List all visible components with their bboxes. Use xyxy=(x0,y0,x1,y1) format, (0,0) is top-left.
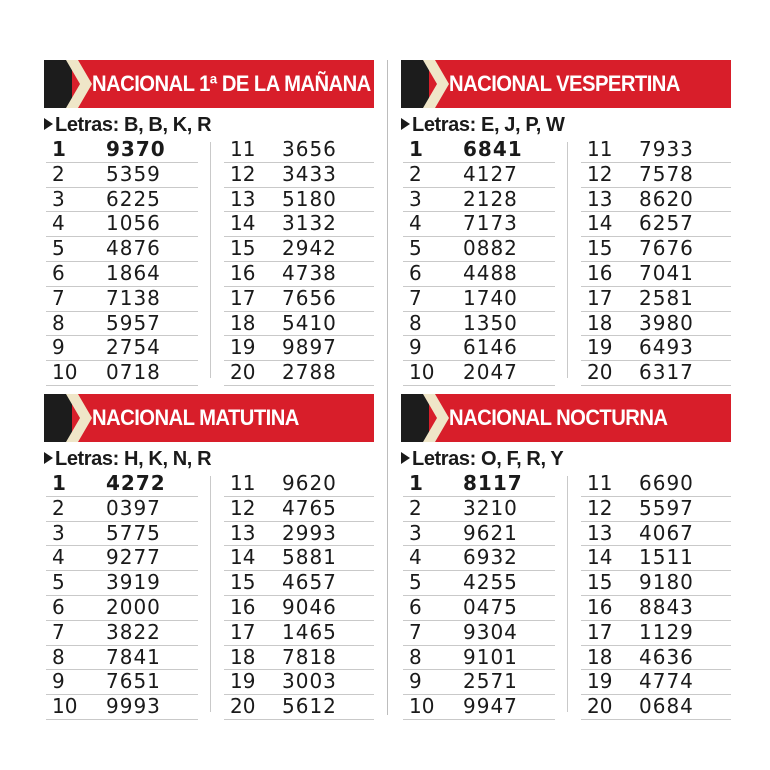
position-number: 14 xyxy=(230,211,256,236)
result-row xyxy=(46,336,198,361)
position-number: 18 xyxy=(587,644,613,669)
position-number: 12 xyxy=(230,495,256,520)
winning-number: 2128 xyxy=(463,186,518,211)
position-number: 15 xyxy=(230,236,256,261)
winning-number: 5180 xyxy=(282,186,337,211)
winning-number: 8620 xyxy=(639,186,694,211)
position-number: 16 xyxy=(230,594,256,619)
position-number: 6 xyxy=(409,260,422,285)
position-number: 7 xyxy=(52,619,65,644)
result-row xyxy=(224,312,374,337)
position-number: 5 xyxy=(409,236,422,261)
result-row xyxy=(46,571,198,596)
position-number: 13 xyxy=(230,186,256,211)
position-number: 10 xyxy=(409,360,435,385)
position-number: 8 xyxy=(52,310,65,335)
position-number: 6 xyxy=(409,594,422,619)
result-row xyxy=(581,522,731,547)
winning-number: 1350 xyxy=(463,310,518,335)
position-number: 2 xyxy=(52,161,65,186)
position-number: 16 xyxy=(587,594,613,619)
column-divider xyxy=(210,476,211,712)
position-number: 3 xyxy=(409,186,422,211)
result-row xyxy=(46,361,198,386)
winning-number: 4657 xyxy=(282,570,337,595)
winning-number: 6690 xyxy=(639,471,694,495)
center-divider xyxy=(387,60,388,715)
position-number: 17 xyxy=(587,285,613,310)
result-row xyxy=(46,237,198,262)
position-number: 19 xyxy=(587,669,613,694)
result-row xyxy=(224,336,374,361)
position-number: 13 xyxy=(587,520,613,545)
winning-number: 3980 xyxy=(639,310,694,335)
result-row xyxy=(403,138,555,163)
result-row xyxy=(403,596,555,621)
winning-number: 6225 xyxy=(106,186,161,211)
winning-number: 2754 xyxy=(106,335,161,360)
result-row xyxy=(46,646,198,671)
result-row xyxy=(581,571,731,596)
result-row xyxy=(581,646,731,671)
winning-number: 3003 xyxy=(282,669,337,694)
winning-number: 6493 xyxy=(639,335,694,360)
winning-number: 4738 xyxy=(282,260,337,285)
result-row xyxy=(224,546,374,571)
winning-number: 3822 xyxy=(106,619,161,644)
results-columns xyxy=(44,471,374,719)
letras-line xyxy=(401,446,731,472)
position-number: 11 xyxy=(230,471,256,495)
result-row xyxy=(403,237,555,262)
result-row xyxy=(403,497,555,522)
result-row xyxy=(224,695,374,720)
winning-number: 0684 xyxy=(639,694,694,719)
triangle-bullet-icon xyxy=(401,452,410,464)
winning-number: 9277 xyxy=(106,545,161,570)
result-row xyxy=(224,237,374,262)
winning-number: 5881 xyxy=(282,545,337,570)
result-row xyxy=(581,163,731,188)
result-row xyxy=(581,361,731,386)
winning-number: 8843 xyxy=(639,594,694,619)
position-number: 16 xyxy=(230,260,256,285)
triangle-bullet-icon xyxy=(401,118,410,130)
position-number: 2 xyxy=(409,495,422,520)
winning-number: 9370 xyxy=(106,137,166,161)
winning-number: 6841 xyxy=(463,137,523,161)
winning-number: 3433 xyxy=(282,161,337,186)
position-number: 20 xyxy=(587,694,613,719)
position-number: 14 xyxy=(587,545,613,570)
result-row xyxy=(46,670,198,695)
result-row xyxy=(403,522,555,547)
result-row xyxy=(403,163,555,188)
position-number: 14 xyxy=(230,545,256,570)
result-row xyxy=(46,472,198,497)
winning-number: 7656 xyxy=(282,285,337,310)
results-column-right xyxy=(581,472,731,720)
position-number: 18 xyxy=(587,310,613,335)
position-number: 4 xyxy=(52,211,65,236)
position-number: 5 xyxy=(52,236,65,261)
position-number: 9 xyxy=(52,669,65,694)
position-number: 19 xyxy=(587,335,613,360)
result-row xyxy=(224,670,374,695)
result-row xyxy=(46,287,198,312)
winning-number: 7041 xyxy=(639,260,694,285)
result-row xyxy=(403,621,555,646)
winning-number: 5775 xyxy=(106,520,161,545)
position-number: 5 xyxy=(52,570,65,595)
results-column-left xyxy=(46,472,198,720)
winning-number: 0475 xyxy=(463,594,518,619)
result-row xyxy=(581,497,731,522)
winning-number: 7841 xyxy=(106,644,161,669)
results-columns xyxy=(401,137,731,385)
result-row xyxy=(403,287,555,312)
result-row xyxy=(403,312,555,337)
winning-number: 1740 xyxy=(463,285,518,310)
winning-number: 4636 xyxy=(639,644,694,669)
winning-number: 4488 xyxy=(463,260,518,285)
result-row xyxy=(581,546,731,571)
result-row xyxy=(46,262,198,287)
position-number: 11 xyxy=(230,137,256,161)
result-row xyxy=(581,188,731,213)
position-number: 20 xyxy=(587,360,613,385)
winning-number: 4272 xyxy=(106,471,166,495)
position-number: 5 xyxy=(409,570,422,595)
position-number: 8 xyxy=(409,310,422,335)
winning-number: 9993 xyxy=(106,694,161,719)
winning-number: 3132 xyxy=(282,211,337,236)
position-number: 1 xyxy=(409,137,423,161)
result-row xyxy=(46,621,198,646)
position-number: 12 xyxy=(587,495,613,520)
result-row xyxy=(224,497,374,522)
position-number: 15 xyxy=(587,570,613,595)
result-row xyxy=(224,287,374,312)
position-number: 18 xyxy=(230,644,256,669)
position-number: 14 xyxy=(587,211,613,236)
winning-number: 2942 xyxy=(282,236,337,261)
position-number: 11 xyxy=(587,471,613,495)
winning-number: 4765 xyxy=(282,495,337,520)
position-number: 17 xyxy=(230,619,256,644)
winning-number: 9947 xyxy=(463,694,518,719)
result-row xyxy=(581,287,731,312)
result-row xyxy=(581,695,731,720)
winning-number: 7578 xyxy=(639,161,694,186)
winning-number: 5612 xyxy=(282,694,337,719)
position-number: 16 xyxy=(587,260,613,285)
result-row xyxy=(224,472,374,497)
winning-number: 2047 xyxy=(463,360,518,385)
position-number: 9 xyxy=(409,669,422,694)
winning-number: 9304 xyxy=(463,619,518,644)
position-number: 13 xyxy=(587,186,613,211)
winning-number: 4255 xyxy=(463,570,518,595)
panel-banner xyxy=(401,60,731,108)
result-row xyxy=(581,237,731,262)
winning-number: 4774 xyxy=(639,669,694,694)
result-row xyxy=(46,163,198,188)
position-number: 12 xyxy=(230,161,256,186)
position-number: 17 xyxy=(587,619,613,644)
results-columns xyxy=(401,471,731,719)
position-number: 11 xyxy=(587,137,613,161)
letras-line xyxy=(401,112,731,138)
panel-title: NACIONAL VESPERTINA xyxy=(449,71,680,96)
position-number: 15 xyxy=(587,236,613,261)
winning-number: 7676 xyxy=(639,236,694,261)
winning-number: 2571 xyxy=(463,669,518,694)
position-number: 6 xyxy=(52,594,65,619)
result-row xyxy=(224,596,374,621)
position-number: 13 xyxy=(230,520,256,545)
winning-number: 6932 xyxy=(463,545,518,570)
column-divider xyxy=(567,476,568,712)
position-number: 20 xyxy=(230,360,256,385)
panel-nacional-nocturna xyxy=(401,394,731,719)
result-row xyxy=(581,138,731,163)
position-number: 3 xyxy=(52,520,65,545)
result-row xyxy=(224,522,374,547)
result-row xyxy=(224,571,374,596)
winning-number: 6146 xyxy=(463,335,518,360)
winning-number: 1465 xyxy=(282,619,337,644)
position-number: 1 xyxy=(52,137,66,161)
winning-number: 2581 xyxy=(639,285,694,310)
result-row xyxy=(46,212,198,237)
letras-line xyxy=(44,112,374,138)
triangle-bullet-icon xyxy=(44,452,53,464)
winning-number: 2993 xyxy=(282,520,337,545)
result-row xyxy=(403,546,555,571)
result-row xyxy=(46,497,198,522)
position-number: 1 xyxy=(409,471,423,495)
result-row xyxy=(581,596,731,621)
letras-line xyxy=(44,446,374,472)
winning-number: 0718 xyxy=(106,360,161,385)
result-row xyxy=(403,262,555,287)
position-number: 18 xyxy=(230,310,256,335)
position-number: 6 xyxy=(52,260,65,285)
winning-number: 9620 xyxy=(282,471,337,495)
results-column-left xyxy=(46,138,198,386)
result-row xyxy=(403,361,555,386)
position-number: 1 xyxy=(52,471,66,495)
result-row xyxy=(403,188,555,213)
position-number: 9 xyxy=(52,335,65,360)
panel-title: NACIONAL NOCTURNA xyxy=(449,405,668,430)
result-row xyxy=(224,646,374,671)
result-row xyxy=(224,361,374,386)
winning-number: 1511 xyxy=(639,545,694,570)
position-number: 2 xyxy=(52,495,65,520)
triangle-bullet-icon xyxy=(44,118,53,130)
winning-number: 7138 xyxy=(106,285,161,310)
winning-number: 5597 xyxy=(639,495,694,520)
panel-banner xyxy=(44,394,374,442)
position-number: 8 xyxy=(52,644,65,669)
result-row xyxy=(46,546,198,571)
result-row xyxy=(224,163,374,188)
position-number: 3 xyxy=(409,520,422,545)
winning-number: 6317 xyxy=(639,360,694,385)
position-number: 4 xyxy=(52,545,65,570)
position-number: 17 xyxy=(230,285,256,310)
results-column-left xyxy=(403,472,555,720)
panel-nacional-manana xyxy=(44,60,374,385)
result-row xyxy=(581,212,731,237)
letras-text: Letras: H, K, N, R xyxy=(55,448,212,470)
results-columns xyxy=(44,137,374,385)
winning-number: 3656 xyxy=(282,137,337,161)
result-row xyxy=(403,571,555,596)
letras-text: Letras: O, F, R, Y xyxy=(412,448,564,470)
result-row xyxy=(581,312,731,337)
winning-number: 7651 xyxy=(106,669,161,694)
position-number: 19 xyxy=(230,669,256,694)
result-row xyxy=(224,262,374,287)
result-row xyxy=(403,212,555,237)
position-number: 7 xyxy=(409,619,422,644)
position-number: 20 xyxy=(230,694,256,719)
result-row xyxy=(46,522,198,547)
results-column-right xyxy=(224,472,374,720)
position-number: 7 xyxy=(409,285,422,310)
winning-number: 3919 xyxy=(106,570,161,595)
results-column-right xyxy=(224,138,374,386)
letras-text: Letras: E, J, P, W xyxy=(412,114,565,136)
position-number: 15 xyxy=(230,570,256,595)
position-number: 12 xyxy=(587,161,613,186)
column-divider xyxy=(567,142,568,378)
result-row xyxy=(403,646,555,671)
result-row xyxy=(46,188,198,213)
panel-title: NACIONAL MATUTINA xyxy=(92,405,299,430)
winning-number: 9180 xyxy=(639,570,694,595)
winning-number: 5410 xyxy=(282,310,337,335)
position-number: 10 xyxy=(52,694,78,719)
result-row xyxy=(46,312,198,337)
winning-number: 9897 xyxy=(282,335,337,360)
column-divider xyxy=(210,142,211,378)
position-number: 10 xyxy=(52,360,78,385)
result-row xyxy=(403,670,555,695)
winning-number: 7818 xyxy=(282,644,337,669)
results-column-left xyxy=(403,138,555,386)
winning-number: 9621 xyxy=(463,520,518,545)
position-number: 2 xyxy=(409,161,422,186)
result-row xyxy=(581,336,731,361)
panel-nacional-matutina xyxy=(44,394,374,719)
result-row xyxy=(403,472,555,497)
position-number: 8 xyxy=(409,644,422,669)
winning-number: 4876 xyxy=(106,236,161,261)
winning-number: 8117 xyxy=(463,471,523,495)
result-row xyxy=(581,621,731,646)
result-row xyxy=(403,695,555,720)
position-number: 4 xyxy=(409,545,422,570)
winning-number: 7173 xyxy=(463,211,518,236)
winning-number: 7933 xyxy=(639,137,694,161)
result-row xyxy=(46,695,198,720)
winning-number: 5957 xyxy=(106,310,161,335)
result-row xyxy=(224,138,374,163)
result-row xyxy=(224,212,374,237)
winning-number: 4127 xyxy=(463,161,518,186)
winning-number: 3210 xyxy=(463,495,518,520)
panel-banner xyxy=(44,60,374,108)
winning-number: 9101 xyxy=(463,644,518,669)
winning-number: 5359 xyxy=(106,161,161,186)
panel-title: NACIONAL 1ª DE LA MAÑANA xyxy=(92,71,371,96)
winning-number: 1129 xyxy=(639,619,694,644)
result-row xyxy=(581,262,731,287)
letras-text: Letras: B, B, K, R xyxy=(55,114,212,136)
winning-number: 6257 xyxy=(639,211,694,236)
position-number: 3 xyxy=(52,186,65,211)
position-number: 10 xyxy=(409,694,435,719)
winning-number: 1056 xyxy=(106,211,161,236)
winning-number: 4067 xyxy=(639,520,694,545)
result-row xyxy=(46,596,198,621)
panel-banner xyxy=(401,394,731,442)
result-row xyxy=(403,336,555,361)
position-number: 9 xyxy=(409,335,422,360)
winning-number: 2788 xyxy=(282,360,337,385)
panel-nacional-vespertina xyxy=(401,60,731,385)
winning-number: 0882 xyxy=(463,236,518,261)
winning-number: 9046 xyxy=(282,594,337,619)
result-row xyxy=(581,472,731,497)
position-number: 7 xyxy=(52,285,65,310)
winning-number: 0397 xyxy=(106,495,161,520)
winning-number: 1864 xyxy=(106,260,161,285)
result-row xyxy=(581,670,731,695)
results-column-right xyxy=(581,138,731,386)
winning-number: 2000 xyxy=(106,594,161,619)
position-number: 19 xyxy=(230,335,256,360)
result-row xyxy=(224,188,374,213)
result-row xyxy=(224,621,374,646)
position-number: 4 xyxy=(409,211,422,236)
result-row xyxy=(46,138,198,163)
